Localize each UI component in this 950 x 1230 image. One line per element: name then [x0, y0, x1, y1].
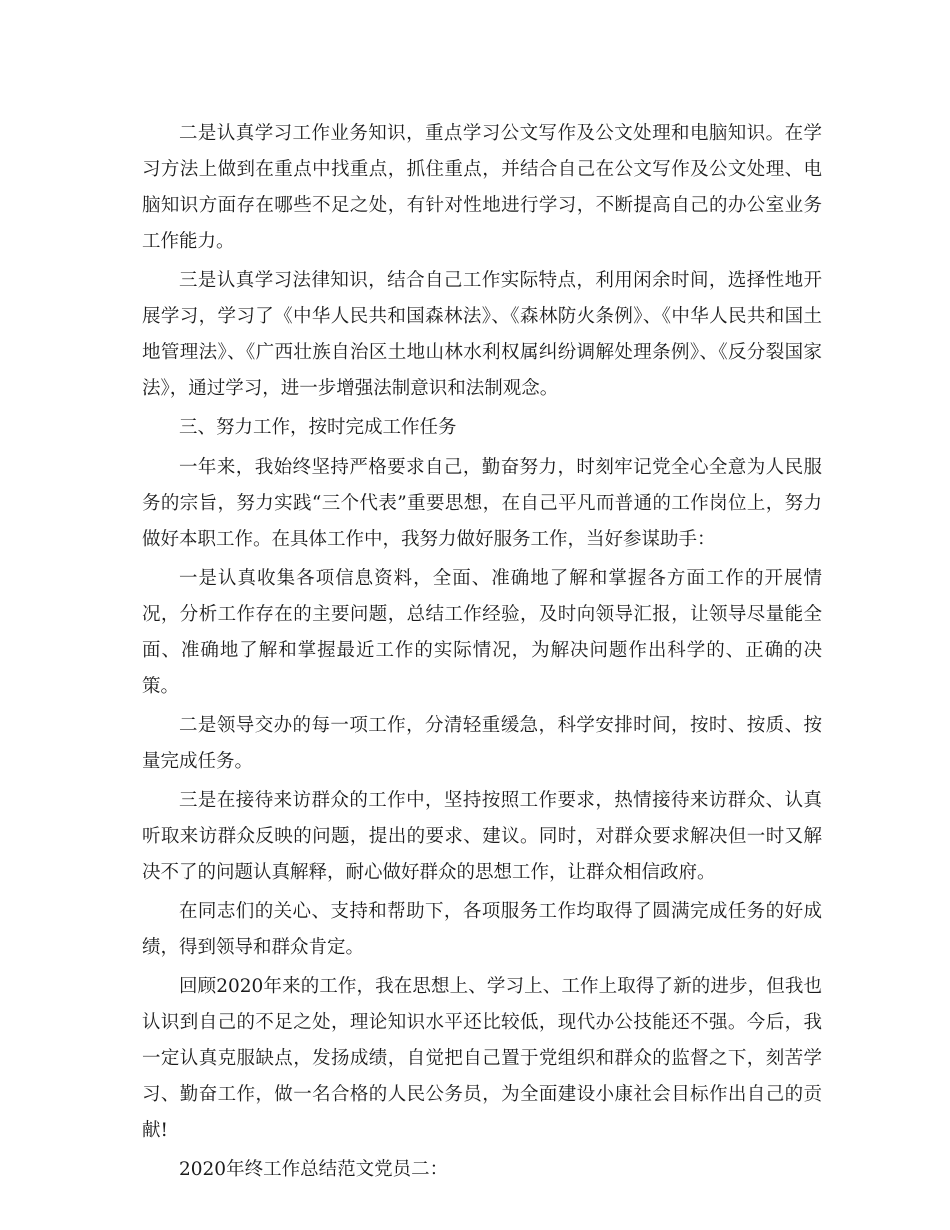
paragraph-receive-visitors: 三是在接待来访群众的工作中，坚持按照工作要求，热情接待来访群众、认真听取来访群众反映的问题，提出的要求、建议。同时，对群众要求解决但一时又解决不了的问题认真解释，耐心做好群众的思想工作，让群众相信政府。 — [142, 790, 822, 883]
next-section-title: 2020年终工作总结范文党员二： — [179, 1159, 449, 1180]
paragraph-study-legal-knowledge: 三是认真学习法律知识，结合自己工作实际特点，利用闲余时间，选择性地开展学习，学习了《中华人民共和国森林法》、《森林防火条例》、《中华人民共和国土地管理法》、《广西壮族自治区土地山林水利权属纠纷调解处理条例》、《反分裂国家法》，通过学习，进一步增强法制意识和法制观念。 — [142, 270, 822, 399]
section-heading-work-hard: 三、努力工作，按时完成工作任务 — [179, 417, 457, 438]
paragraph-collect-information: 一是认真收集各项信息资料，全面、准确地了解和掌握各方面工作的开展情况，分析工作存在的主要问题，总结工作经验，及时向领导汇报，让领导尽量能全面、准确地了解和掌握最近工作的实际情况，为解决问题作出科学的、正确的决策。 — [142, 568, 822, 697]
paragraph-achievements: 在同志们的关心、支持和帮助下，各项服务工作均取得了圆满完成任务的好成绩，得到领导和群众肯定。 — [142, 901, 822, 958]
paragraph-year-summary: 一年来，我始终坚持严格要求自己，勤奋努力，时刻牢记党全心全意为人民服务的宗旨，努力实践“三个代表”重要思想，在自己平凡而普通的工作岗位上，努力做好本职工作。在具体工作中，我努力做好服务工作，当好参谋助手： — [142, 457, 822, 550]
paragraph-review-and-outlook: 回顾2020年来的工作，我在思想上、学习上、工作上取得了新的进步，但我也认识到自己的不足之处，理论知识水平还比较低，现代办公技能还不强。今后，我一定认真克服缺点，发扬成绩，自觉把自己置于党组织和群众的监督之下，刻苦学习、勤奋工作，做一名合格的人民公务员，为全面建设小康社会目标作出自己的贡献! — [142, 976, 822, 1141]
document-page — [142, 116, 822, 1191]
paragraph-study-business-knowledge: 二是认真学习工作业务知识，重点学习公文写作及公文处理和电脑知识。在学习方法上做到在重点中找重点，抓住重点，并结合自己在公文写作及公文处理、电脑知识方面存在哪些不足之处，有针对性地进行学习，不断提高自己的办公室业务工作能力。 — [142, 123, 822, 252]
paragraph-leader-assignments: 二是领导交办的每一项工作，分清轻重缓急，科学安排时间，按时、按质、按量完成任务。 — [142, 715, 822, 772]
